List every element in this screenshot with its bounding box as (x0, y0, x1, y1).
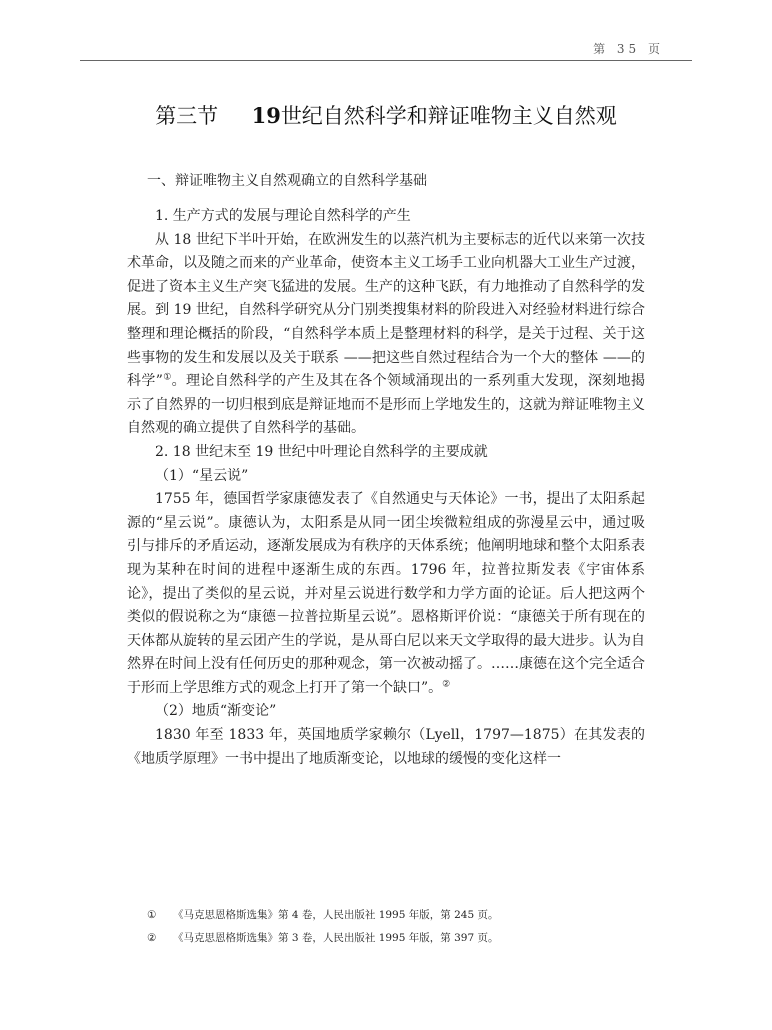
header-divider (80, 60, 692, 61)
section-heading: 一、辩证唯物主义自然观确立的自然科学基础 (147, 173, 427, 189)
footnote-1-mark: ① (147, 909, 157, 921)
footnote-2 (147, 927, 647, 950)
page-title (0, 100, 772, 130)
footnote-1-text: 《马克思恩格斯选集》第 4 卷，人民出版社 1995 年版，第 245 页。 (173, 909, 499, 921)
footnote-ref-2[interactable]: ② (442, 679, 451, 690)
page-number: 第 35 页 (593, 42, 664, 56)
subheading-2: 2. 18 世纪末至 19 世纪中叶理论自然科学的主要成就 (155, 443, 488, 460)
title-number: 19 (251, 103, 281, 128)
title-prefix: 第三节 (155, 104, 219, 128)
footnote-2-text: 《马克思恩格斯选集》第 3 卷，人民出版社 1995 年版，第 397 页。 (173, 932, 499, 944)
paragraph-2-text: 1755 年，德国哲学家康德发表了《自然通史与天体论》一书，提出了太阳系起源的“星云说”。康德认为，太阳系是从同一团尘埃微粒组成的弥漫星云中，通过吸引与排斥的矛盾运动，逐渐发展成为有秩序的天体系统；他阐明地球和整个太阳系表现为某种在时间的进程中逐渐生成的东西。1796 年，拉普拉斯发表《宇宙体系论》，提出了类似的星云说，并对星云说进行数学和力学方面的论证。后人把这两个类似的假说称之为“康德－拉普拉斯星云说”。恩格斯评价说：“康德关于所有现在的天体都从旋转的星云团产生的学说，是从哥白尼以来天文学取得的最大进步。认为自然界在时间上没有任何历史的那种观念，第一次被动摇了。……康德在这个完全适合于形而上学思维方式的观念上打开了第一个缺口”。 (127, 491, 645, 696)
footnote-ref-1[interactable]: ① (162, 372, 172, 383)
subheading-2-2: （2）地质“渐变论” (155, 703, 277, 720)
paragraph-1-text-b: 。理论自然科学的产生及其在各个领域涌现出的一系列重大发现，深刻地揭示了自然界的一切归根到底是辩证地而不是形而上学地发生的，这就为辩证唯物主义自然观的确立提供了自然科学的基础。 (127, 373, 645, 437)
paragraph-2 (127, 488, 645, 700)
footnote-2-mark: ② (147, 932, 157, 944)
footnote-1 (147, 904, 647, 927)
subheading-2-1: （1）“星云说” (155, 467, 249, 484)
subheading-1: 1. 生产方式的发展与理论自然科学的产生 (155, 208, 411, 224)
paragraph-1-text-a: 从 18 世纪下半叶开始，在欧洲发生的以蒸汽机为主要标志的近代以来第一次技术革命，以及随之而来的产业革命，使资本主义工场手工业向机器大工业生产过渡，促进了资本主义生产突飞猛进的发展。生产的这种飞跃，有力地推动了自然科学的发展。到 19 世纪，自然科学研究从分门别类搜集材料的阶段进入对经验材料进行综合整理和理论概括的阶段，“自然科学本质上是整理材料的科学，是关于过程、关于这些事物的发生和发展以及关于联系 ——把这些自然过程结合为一个大的整体 ——的科学” (127, 231, 645, 390)
title-text: 世纪自然科学和辩证唯物主义自然观 (280, 104, 617, 128)
paragraph-3: 1830 年至 1833 年，英国地质学家赖尔（Lyell，1797—1875）在其发表的《地质学原理》一书中提出了地质渐变论，以地球的缓慢的变化这样一 (127, 727, 645, 767)
paragraph-1 (127, 229, 645, 441)
body-content (127, 205, 645, 771)
footnotes (147, 904, 647, 950)
